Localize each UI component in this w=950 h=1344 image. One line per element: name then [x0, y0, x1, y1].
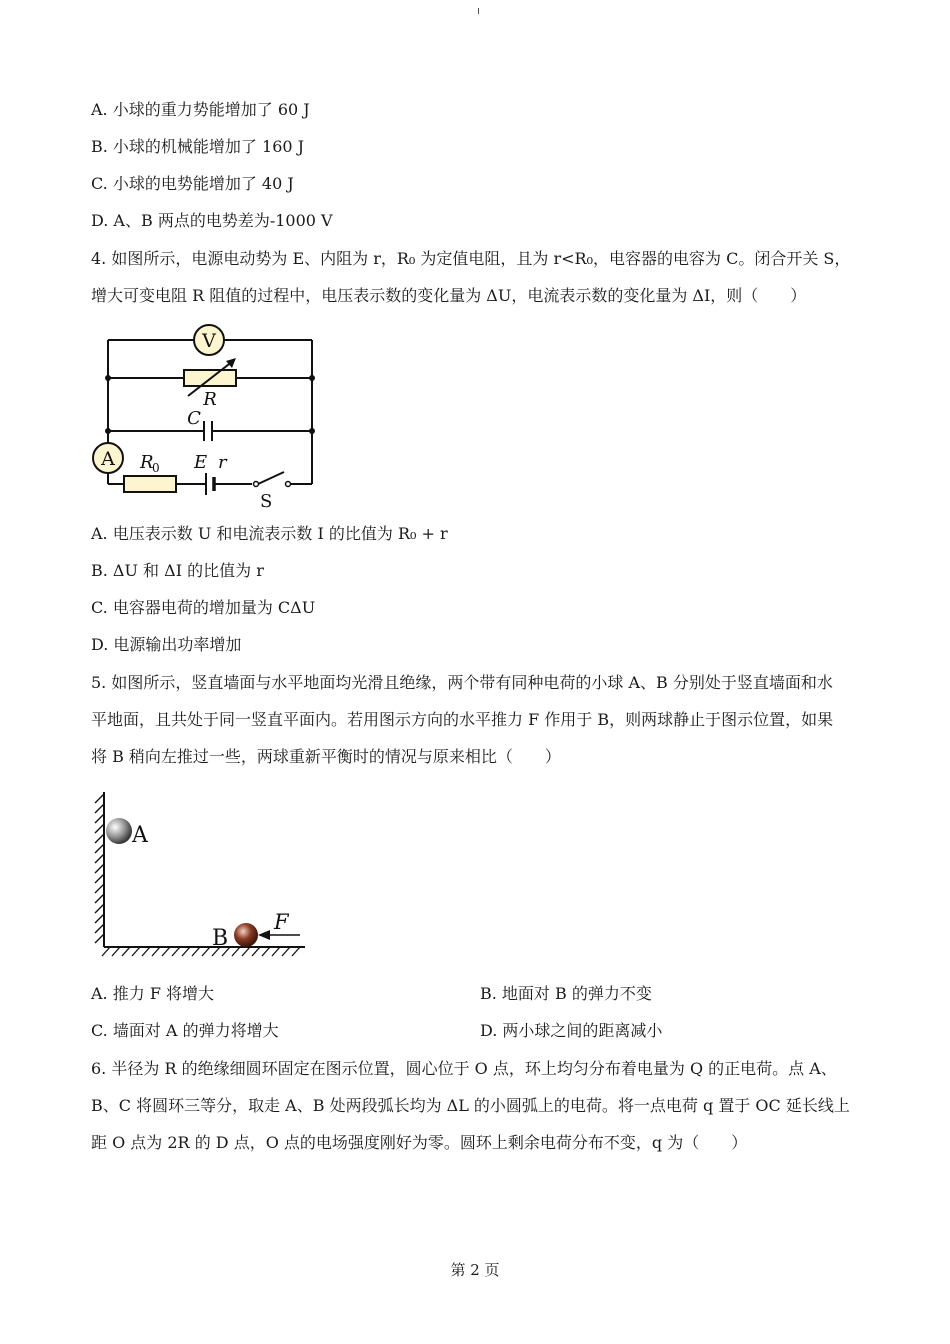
- q3-option-c: C. 小球的电势能增加了 40 J: [91, 174, 294, 193]
- q4-option-d: D. 电源输出功率增加: [91, 635, 242, 654]
- header-tick: [478, 8, 479, 14]
- ball-b-label: B: [212, 926, 229, 951]
- fixed-resistor-label: R: [140, 452, 154, 473]
- resistor-label: R: [203, 389, 217, 410]
- q3-option-b: B. 小球的机械能增加了 160 J: [91, 137, 305, 156]
- q4-circuit-diagram: [88, 318, 328, 510]
- q5-option-c: C. 墙面对 A 的弹力将增大: [91, 1021, 279, 1040]
- q3-option-a: A. 小球的重力势能增加了 60 J: [91, 100, 310, 119]
- page-footer: 第 2 页: [450, 1261, 500, 1279]
- q6-stem-line2: B、C 将圆环三等分，取走 A、B 处两段弧长均为 ΔL 的小圆弧上的电荷。将一点电荷 q 置于 OC 延长线上: [91, 1096, 850, 1115]
- q4-option-c: C. 电容器电荷的增加量为 CΔU: [91, 598, 316, 617]
- q5-option-a: A. 推力 F 将增大: [91, 984, 215, 1003]
- force-label: F: [274, 910, 289, 934]
- ball-a-label: A: [132, 823, 148, 848]
- wall-hatching: [95, 794, 104, 943]
- capacitor-label: C: [187, 408, 201, 429]
- floor-hatching: [102, 947, 300, 956]
- ball-b-icon: [234, 923, 258, 947]
- q4-option-a: A. 电压表示数 U 和电流表示数 I 的比值为 R₀ + r: [91, 524, 448, 543]
- q5-option-b: B. 地面对 B 的弹力不变: [480, 984, 652, 1003]
- q5-wall-ball-diagram: [90, 790, 320, 965]
- fixed-resistor-icon: [124, 476, 176, 492]
- force-arrow-icon: [258, 930, 270, 940]
- switch-label: S: [260, 491, 273, 512]
- q5-stem-line3: 将 B 稍向左推过一些，两球重新平衡时的情况与原来相比（ ）: [91, 747, 561, 766]
- q4-stem-line2: 增大可变电阻 R 阻值的过程中，电压表示数的变化量为 ΔU，电流表示数的变化量为 ΔI，则（ ）: [91, 286, 807, 305]
- ball-a-icon: [106, 818, 132, 844]
- q4-stem-line1: 4. 如图所示，电源电动势为 E、内阻为 r，R₀ 为定值电阻，且为 r<R₀，电容器的电容为 C。闭合开关 S，: [91, 249, 851, 268]
- internal-resistance-label: r: [218, 452, 227, 473]
- q3-option-d: D. A、B 两点的电势差为-1000 V: [91, 211, 333, 230]
- voltmeter-label: V: [202, 330, 216, 352]
- q6-stem-line3: 距 O 点为 2R 的 D 点，O 点的电场强度刚好为零。圆环上剩余电荷分布不变，q 为（ ）: [91, 1133, 748, 1152]
- q5-stem-line2: 平地面，且共处于同一竖直平面内。若用图示方向的水平推力 F 作用于 B，则两球静止于图示位置，如果: [91, 710, 834, 729]
- emf-label: E: [194, 452, 208, 473]
- q5-stem-line1: 5. 如图所示，竖直墙面与水平地面均光滑且绝缘，两个带有同种电荷的小球 A、B 分别处于竖直墙面和水: [91, 673, 833, 692]
- q5-option-d: D. 两小球之间的距离减小: [480, 1021, 663, 1040]
- ammeter-label: A: [101, 448, 115, 470]
- q6-stem-line1: 6. 半径为 R 的绝缘细圆环固定在图示位置，圆心位于 O 点，环上均匀分布着电量为 Q 的正电荷。点 A、: [91, 1059, 837, 1078]
- q4-option-b: B. ΔU 和 ΔI 的比值为 r: [91, 561, 264, 580]
- fixed-resistor-subscript: 0: [152, 461, 160, 475]
